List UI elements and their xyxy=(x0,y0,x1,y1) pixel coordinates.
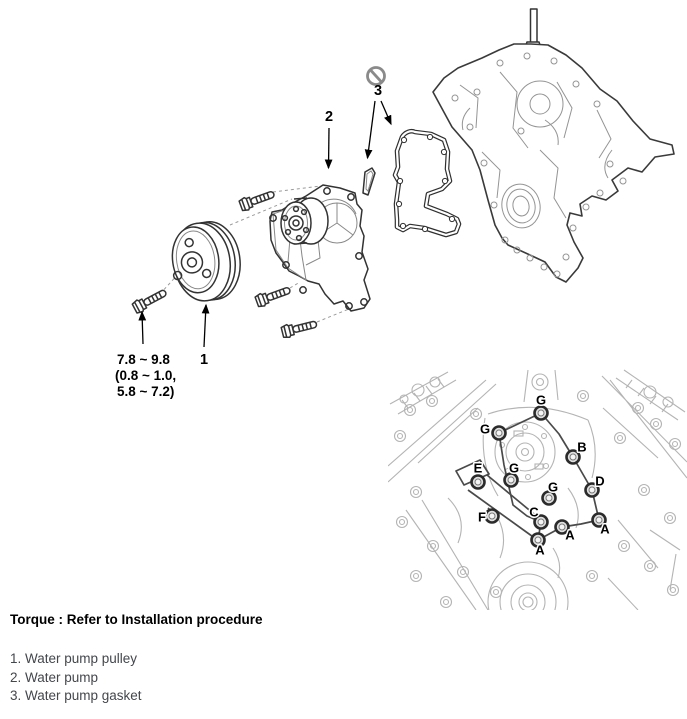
pump-bolt-middle xyxy=(255,284,292,308)
bolt-label-A: A xyxy=(565,527,575,543)
parts-legend xyxy=(10,650,142,706)
torque-note: Torque : Refer to Installation procedure xyxy=(10,612,263,627)
svg-text:(0.8 ~ 1.0,: (0.8 ~ 1.0, xyxy=(115,368,177,383)
bolt-label-G: G xyxy=(535,392,547,408)
legend-item-2: 2. Water pump xyxy=(10,669,99,685)
bolt-label-E: E xyxy=(473,460,483,476)
bolt-label-F: F xyxy=(478,509,486,525)
bolt-point-center xyxy=(559,524,565,530)
callout-2: 2 xyxy=(324,109,334,125)
legend-item-1: 1. Water pump pulley xyxy=(10,651,138,666)
bolt-point-center xyxy=(475,479,481,485)
bolt-label-C: C xyxy=(529,504,539,520)
bolt-label-G: G xyxy=(547,479,559,495)
bolt-point-center xyxy=(589,487,595,493)
do-not-reuse-icon xyxy=(368,68,385,85)
bolt-letter-group xyxy=(472,393,611,558)
pump-bolt-lower xyxy=(281,318,318,339)
bolt-point-center xyxy=(538,410,544,416)
bolt-point-center xyxy=(489,513,495,519)
callout-3: 3 xyxy=(373,83,383,99)
water-pump-gasket-drawing xyxy=(395,131,459,235)
svg-text:5.8 ~ 7.2): 5.8 ~ 7.2) xyxy=(117,384,175,399)
torque-spec-text xyxy=(115,352,176,399)
bolt-point-center xyxy=(570,454,576,460)
bolt-label-G: G xyxy=(479,421,491,437)
water-pump-pulley-drawing xyxy=(167,218,245,305)
bolt-label-A: A xyxy=(600,521,610,537)
bolt-location-diagram xyxy=(388,368,687,610)
gasket-strip-drawing xyxy=(363,168,375,195)
callout-1: 1 xyxy=(199,352,209,368)
bolt-label-B: B xyxy=(577,439,587,455)
bolt-point-center xyxy=(496,430,502,436)
legend-item-3: 3. Water pump gasket xyxy=(10,688,142,703)
coolant-pipe-outline xyxy=(456,460,536,539)
timing-chain-cover-drawing xyxy=(433,9,674,282)
bolt-point-center xyxy=(538,519,544,525)
bolt-point-center xyxy=(508,477,514,483)
bolt-label-D: D xyxy=(595,473,605,489)
pulley-bolt xyxy=(132,286,169,314)
bolt-label-G: G xyxy=(508,460,520,476)
svg-text:7.8 ~ 9.8: 7.8 ~ 9.8 xyxy=(117,352,170,367)
bolt-label-A: A xyxy=(535,542,545,558)
bolt-point-center xyxy=(546,495,552,501)
